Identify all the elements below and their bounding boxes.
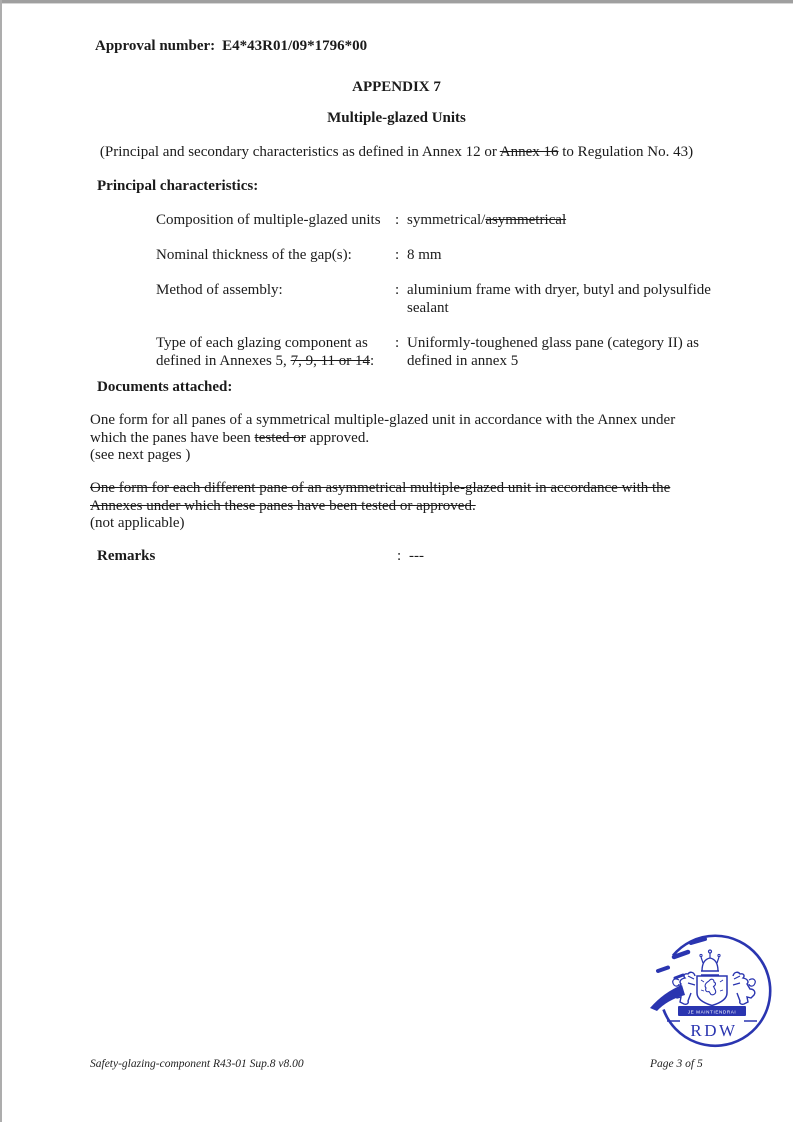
row-colon: : bbox=[395, 335, 400, 351]
remarks-line bbox=[97, 548, 424, 565]
paragraph-text-struck: One form for each different pane of an asymmetrical multiple-glazed unit in accordance with the Annexes under which these panes have been tested or approved. bbox=[90, 480, 671, 514]
documents-paragraph-asymmetrical bbox=[90, 480, 696, 533]
row-colon: : bbox=[395, 282, 400, 298]
page-subtitle: Multiple-glazed Units bbox=[327, 110, 466, 126]
footer-page-number: Page 3 of 5 bbox=[650, 1058, 703, 1070]
intro-text-pre: (Principal and secondary characteristics as defined in Annex 12 or bbox=[99, 144, 500, 160]
approval-number-line bbox=[95, 38, 367, 55]
table-row-assembly bbox=[156, 281, 719, 317]
row-value: 8 mm bbox=[407, 247, 442, 263]
intro-line bbox=[0, 144, 793, 161]
remarks-value: --- bbox=[409, 548, 424, 564]
principal-characteristics-heading: Principal characteristics: bbox=[97, 178, 259, 194]
rdw-stamp bbox=[645, 930, 787, 1054]
not-applicable-note: (not applicable) bbox=[90, 515, 185, 531]
row-label: Composition of multiple-glazed units bbox=[156, 212, 381, 228]
row-value: Uniformly-toughened glass pane (category II) as defined in annex 5 bbox=[407, 335, 699, 369]
page-title: APPENDIX 7 bbox=[352, 79, 441, 95]
paragraph-text bbox=[90, 412, 696, 447]
row-value: aluminium frame with dryer, butyl and polysulfide sealant bbox=[407, 282, 711, 316]
motto-banner bbox=[667, 1006, 757, 1021]
row-label bbox=[156, 334, 395, 370]
scan-top-edge bbox=[0, 0, 793, 4]
value-text-struck: asymmetrical bbox=[485, 212, 567, 228]
shield-icon bbox=[697, 976, 727, 1006]
label-text-struck: 7, 9, 11 or 14 bbox=[290, 353, 371, 369]
row-label: Method of assembly: bbox=[156, 282, 283, 298]
see-next-pages-note: (see next pages ) bbox=[90, 447, 191, 463]
para-text-pre: One form for all panes of a symmetrical multiple-glazed unit in accordance with the Annex under which the panes have been bbox=[90, 412, 676, 446]
stamp-org-text: RDW bbox=[690, 1021, 738, 1040]
label-text-post: : bbox=[370, 353, 375, 369]
table-row-gap-thickness bbox=[156, 246, 719, 264]
approval-number-value: E4*43R01/09*1796*00 bbox=[222, 38, 368, 54]
para-text-struck: tested or bbox=[254, 429, 306, 446]
row-colon: : bbox=[395, 212, 400, 228]
value-text: symmetrical/ bbox=[407, 212, 486, 228]
documents-attached-heading: Documents attached: bbox=[97, 379, 233, 395]
intro-text-post: to Regulation No. 43) bbox=[558, 144, 694, 160]
row-value bbox=[407, 211, 719, 229]
approval-number-label: Approval number: bbox=[95, 38, 216, 54]
intro-text-struck: Annex 16 bbox=[499, 144, 559, 160]
row-label: Nominal thickness of the gap(s): bbox=[156, 247, 352, 263]
remarks-colon: : bbox=[397, 548, 402, 564]
ink-dash-icon bbox=[675, 975, 683, 978]
para-text-post: approved. bbox=[305, 429, 370, 446]
label-text: Type of each glazing component as defined in Annexes 5, bbox=[156, 335, 368, 369]
crown-icon bbox=[700, 950, 720, 975]
characteristics-table bbox=[156, 211, 719, 387]
table-row-glazing-component bbox=[156, 334, 719, 370]
lion-right-icon bbox=[733, 972, 755, 1004]
remarks-label: Remarks bbox=[97, 548, 156, 564]
stamp-motto-text: JE MAINTIENDRAI bbox=[687, 1009, 737, 1015]
scan-left-edge bbox=[0, 0, 2, 1122]
documents-paragraph-symmetrical bbox=[90, 412, 696, 465]
ink-dash-icon bbox=[658, 968, 668, 972]
row-colon: : bbox=[395, 247, 400, 263]
table-row-composition bbox=[156, 211, 719, 229]
rdw-stamp-graphic bbox=[645, 930, 787, 1054]
footer-document-reference: Safety-glazing-component R43-01 Sup.8 v8.00 bbox=[90, 1058, 304, 1070]
